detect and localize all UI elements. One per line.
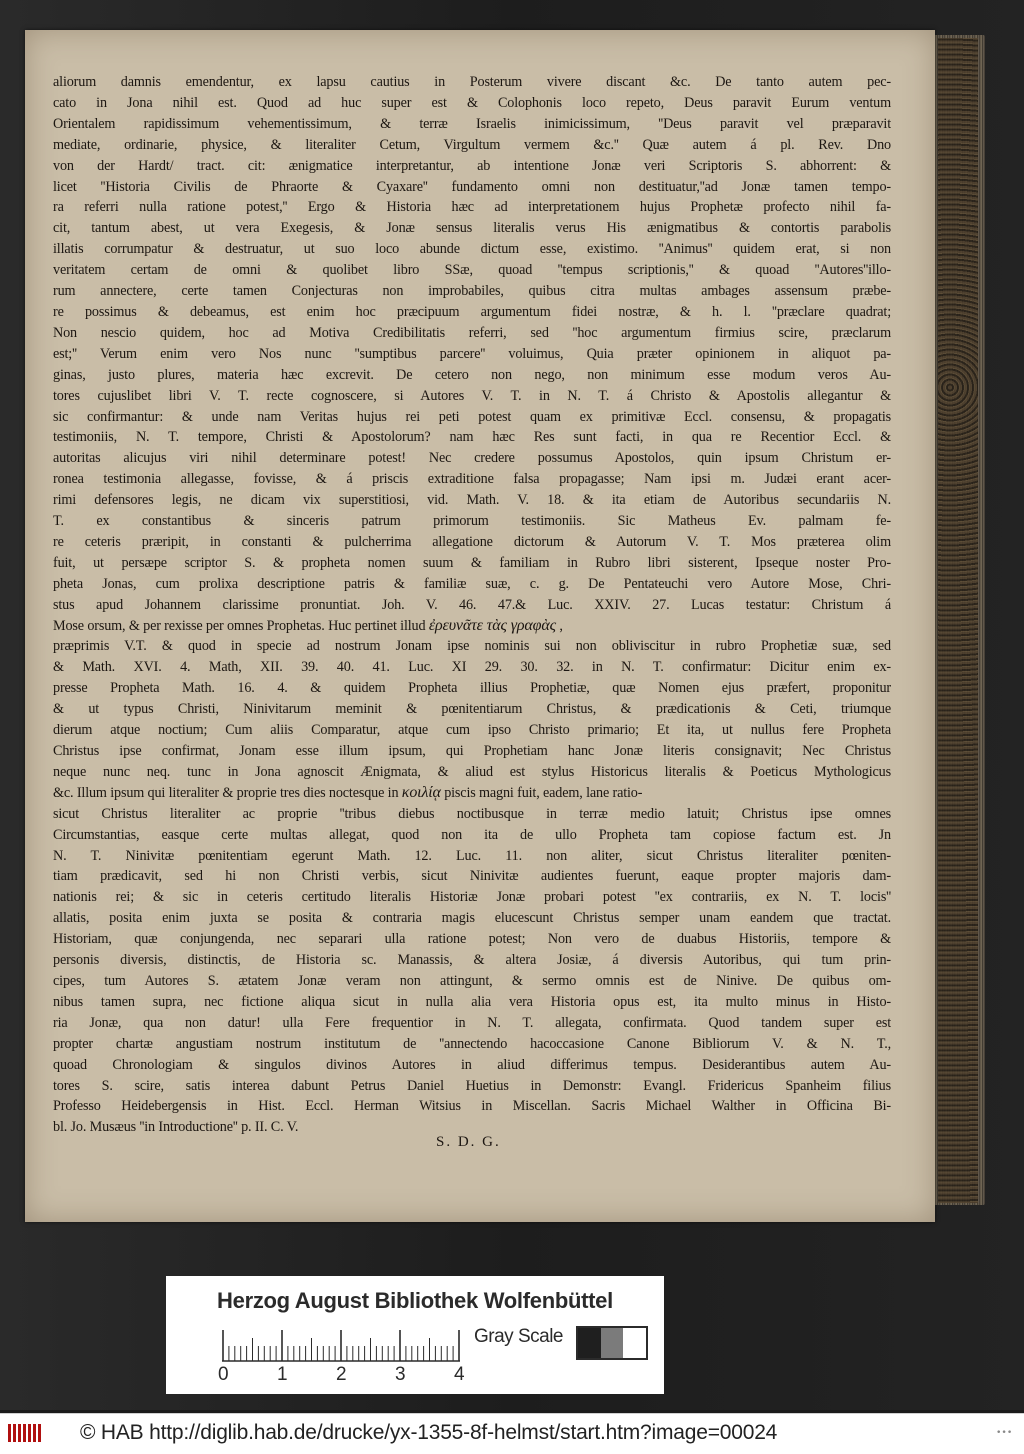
text-line: veritatem certam de omni & quolibet libro SSæ, quoad ''tempus scriptionis,'' & quoad ''Autores''illo- bbox=[53, 262, 891, 279]
line-tail: , bbox=[555, 617, 563, 634]
text-line: stus apud Johannem clarissime pronuntiat. Joh. V. 46. 47.& Luc. XXIV. 27. Lucas testatur: Christum á bbox=[53, 596, 891, 613]
text-line: est;'' Verum enim vero Nos nunc ''sumptibus parcere'' voluimus, Quia præter opinionem in aliquot pa- bbox=[53, 345, 891, 362]
footer-bar bbox=[0, 1413, 1024, 1454]
text-line: & Math. XVI. 4. Math, XII. 39. 40. 41. Luc. XI 29. 30. 32. in N. T. confirmatur: Dicitur enim ex- bbox=[53, 659, 891, 676]
text-line: tores cujuslibet libri V. T. recte cognoscere, si Autores V. T. in N. T. á Christo & Apostolis allegantur & bbox=[53, 387, 891, 404]
text-line: dierum atque noctium; Cum aliis Comparatur, atque cum ipso Christo primario; Et ita, ut nullus fere Propheta bbox=[53, 722, 891, 739]
text-line: rimi defensores legis, ne dicam vix superstitiosi, vid. Math. V. 18. & ita etiam de Autoribus secundariis N. bbox=[53, 492, 891, 509]
ruler-number: 4 bbox=[454, 1364, 465, 1385]
greek-phrase: ἐρευνᾶτε τὰς γραφὰς bbox=[428, 616, 556, 634]
line-tail: piscis magni fuit, eadem, lane ratio- bbox=[440, 784, 643, 801]
text-line: neque nunc neq. tunc in Jona agnoscit Ænigmata, & aliud est stylus Historicus literalis & Poeticus Mythologicus bbox=[53, 763, 891, 780]
text-line: T. ex constantibus & sinceris patrum primorum testimoniis. Sic Matheus Ev. palmam fe- bbox=[53, 513, 891, 530]
greek-word: κοιλίᾳ bbox=[401, 783, 441, 801]
text-line: nibus tamen supra, nec fictione aliqua sicut in nulla alia vera Historia opus est, ita multo minus in Histo- bbox=[53, 993, 891, 1010]
text-line: pheta Jonas, cum prolixa descriptione patris & familiæ suæ, c. g. De Pentateuchi vero Autore Mose, Chri- bbox=[53, 575, 891, 592]
ruler-number: 1 bbox=[277, 1364, 288, 1385]
text-line: autoritas alicujus viri nihil determinare potest! Nec credere possumus Apostolos, quin ipsum Christum er- bbox=[53, 450, 891, 467]
footer-mark: ••• bbox=[996, 1428, 1013, 1438]
text-line: & ut typus Christi, Ninivitarum meminit & pœnitentiarum Christus, & prædicationis & Ceti, triumque bbox=[53, 701, 891, 718]
text-line: Historiam, quæ conjungenda, nec separari ulla ratione potest; Non vero de duabus Historiis, tempore & bbox=[53, 931, 891, 948]
ruler-scale bbox=[222, 1326, 460, 1362]
text-line: sicut Christus literaliter ac proprie ''tribus diebus noctibusque in terræ medio latuit; Christus ipse omnes bbox=[53, 805, 891, 822]
text-line: cit, tantum abest, ut vera Exegesis, & Jonæ sensus literalis verus His ænigmatibus & contortis parabolis bbox=[53, 220, 891, 237]
text-line: Christus ipse confirmat, Jonam esse illum ipsum, qui Prophetiam hanc Jonæ literis consignavit; Nec Christus bbox=[53, 743, 891, 759]
footer-url[interactable]: © HAB http://diglib.hab.de/drucke/yx-1355-8f-helmst/start.htm?image=00024 bbox=[80, 1421, 778, 1444]
text-line: fuit, ut persæpe scriptor S. & propheta nomen suum & familiam in Rubro libri sisterent, Ipseque noster Pro- bbox=[53, 554, 891, 571]
swatch-white bbox=[623, 1328, 646, 1358]
text-line: aliorum damnis emendentur, ex lapsu cautius in Posterum vivere discant &c. De tanto autem pec- bbox=[53, 74, 891, 90]
library-name: Herzog August Bibliothek Wolfenbüttel bbox=[217, 1288, 613, 1313]
text-line: testimoniis, N. T. tempore, Christi & Apostolorum? nam hæc Res sunt facti, in qua re Recentior Eccl. & bbox=[53, 429, 891, 446]
text-line: Non nescio quidem, hoc ad Motiva Credibilitatis referri, sed ''hoc argumentum firmius scire, præclarum bbox=[53, 324, 891, 341]
text-line: ronea testimonia allegasse, fovisse, & á priscis extraditione falsa propagasse; Nam ipsi m. Judæi erant acer- bbox=[53, 471, 891, 488]
text-line: rum annectere, certe tamen Conjecturas non improbabiles, quibus citra multas ambages assensum præbe- bbox=[53, 283, 891, 300]
text-line: præprimis V.T. & quod in specie ad nostrum Jonam ipse nominis sui non obliviscitur in rubro Prophetiæ suæ, sed bbox=[53, 638, 891, 655]
hab-logo-icon bbox=[7, 1422, 45, 1444]
text-line: re ceteris præripit, in constanti & pulcherrima allegatione dictorum & Autorum V. T. Mos præterea olim bbox=[53, 533, 891, 550]
text-line: illatis corrumpatur & destruatur, ut suo loco abunde dictum esse, existimo. ''Animus'' quidem erat, si non bbox=[53, 241, 891, 258]
text-line: ria Jonæ, qua non datur! ulla Fere frequentior in N. T. allegata, confirmata. Quod tandem super est bbox=[53, 1014, 891, 1031]
ruler-number: 2 bbox=[336, 1364, 347, 1385]
text-line: tiam prædicavit, sed hi non Christi verbis, sicut Ninivitæ audientes fuerunt, eaque propter majoris dam- bbox=[53, 868, 891, 885]
text-line: N. T. Ninivitæ pœnitentiam egerunt Math. 12. Luc. 11. non aliter, sicut Christus literaliter pœniten- bbox=[53, 847, 891, 864]
library-color-card bbox=[166, 1276, 664, 1394]
text-line: personis diversis, distinctis, de Historia sc. Manassis, & altera Josiæ, á diversis Autoribus, qui tum prin- bbox=[53, 952, 891, 969]
swatch-gray bbox=[601, 1328, 624, 1358]
text-line bbox=[53, 783, 891, 804]
swatch-black bbox=[578, 1328, 601, 1358]
text-line: ra referri nulla ratione potest,'' Ergo & Historia hæc ad interpretationem hujus Prophetæ profecto nihil fa- bbox=[53, 199, 891, 216]
text-line: nationis rei; & sic in ceteris certitudo literalis Historiæ Jonæ probari potest ''ex contrariis, ex N. T. locis'' bbox=[53, 889, 891, 906]
page-text bbox=[53, 72, 891, 1138]
ruler-number: 3 bbox=[395, 1364, 406, 1385]
text-line: re possimus & debeamus, est enim hoc præcipuum argumentum fidei nostræ, & h. l. ''præclare quadrat; bbox=[53, 303, 891, 320]
text-line: propter chartæ angustiam nostrum institutum de ''annectendo hacoccasione Canone Bibliorum V. & N. T., bbox=[53, 1035, 891, 1052]
text-line bbox=[53, 616, 891, 637]
text-line: cipes, tum Autores S. ætatem Jonæ veram non attingunt, & sermo omnis est de Ninive. De quibus om- bbox=[53, 972, 891, 989]
text-line: allatis, posita enim juxta se posita & contraria magis elucescunt Christus semper unam eandem que tractat. bbox=[53, 910, 891, 927]
signature: S. D. G. bbox=[436, 1134, 501, 1150]
ruler-number: 0 bbox=[218, 1364, 229, 1385]
gray-scale-label: Gray Scale bbox=[474, 1326, 563, 1347]
line-text: Mose orsum, & per rexisse per omnes Prophetas. Huc pertinet illud bbox=[53, 617, 429, 634]
text-line: ginas, justo plures, materia hæc excrevit. De cetero non nego, non minimum esse modum veros Au- bbox=[53, 366, 891, 383]
text-line: tores S. scire, satis interea dabunt Petrus Daniel Huetius in Demonstr: Evangl. Fridericus Spanheim filius bbox=[53, 1077, 891, 1094]
text-line: Circumstantias, easque certe multas allegat, quod non ita de ullo Propheta tam copiose factum est. Jn bbox=[53, 826, 891, 843]
marbled-edge bbox=[938, 38, 978, 1203]
text-line: von der Hardt/ tract. cit: ænigmatice interpretantur, ab intentione Jonæ veri Scriptoris S. abhorrent: & bbox=[53, 157, 891, 174]
text-line: bl. Jo. Musæus ''in Introductione'' p. II. C. V. bbox=[53, 1119, 299, 1136]
text-line: Professo Heidebergensis in Hist. Eccl. Herman Witsius in Miscellan. Sacris Michael Walther in Officina Bi- bbox=[53, 1098, 891, 1115]
gray-scale-swatches bbox=[576, 1326, 648, 1360]
text-line: Orientalem rapidissimum vehementissimum, & terræ Israelis inimicissimum, ''Deus paravit vel præparavit bbox=[53, 115, 891, 132]
text-line: cato in Jona nihil est. Quod ad huc super est & Colophonis loco repeto, Deus paravit Eurum ventum bbox=[53, 94, 891, 111]
line-text: &c. Illum ipsum qui literaliter & proprie tres dies noctesque in bbox=[53, 784, 402, 801]
text-line: sic confirmantur: & unde nam Veritas hujus rei peti potest quam ex primitivæ Eccl. consensu, & propagatis bbox=[53, 408, 891, 425]
text-line: presse Propheta Math. 16. 4. & quidem Propheta illius Prophetiæ, quæ Nomen ejus præfert, proponitur bbox=[53, 680, 891, 697]
text-line: mediate, ordinarie, physice, & literaliter Cetum, Virgultum vermem &c.'' Quæ autem á pl. Rev. Dno bbox=[53, 136, 891, 153]
text-line: quoad Chronologiam & singulos divinos Autores in aliud differimus tempus. Desiderantibus autem Au- bbox=[53, 1056, 891, 1073]
text-line: licet ''Historia Civilis de Phraorte & Cyaxare'' fundamento omni non destituatur,''ad Jonæ tamen tempo- bbox=[53, 178, 891, 195]
